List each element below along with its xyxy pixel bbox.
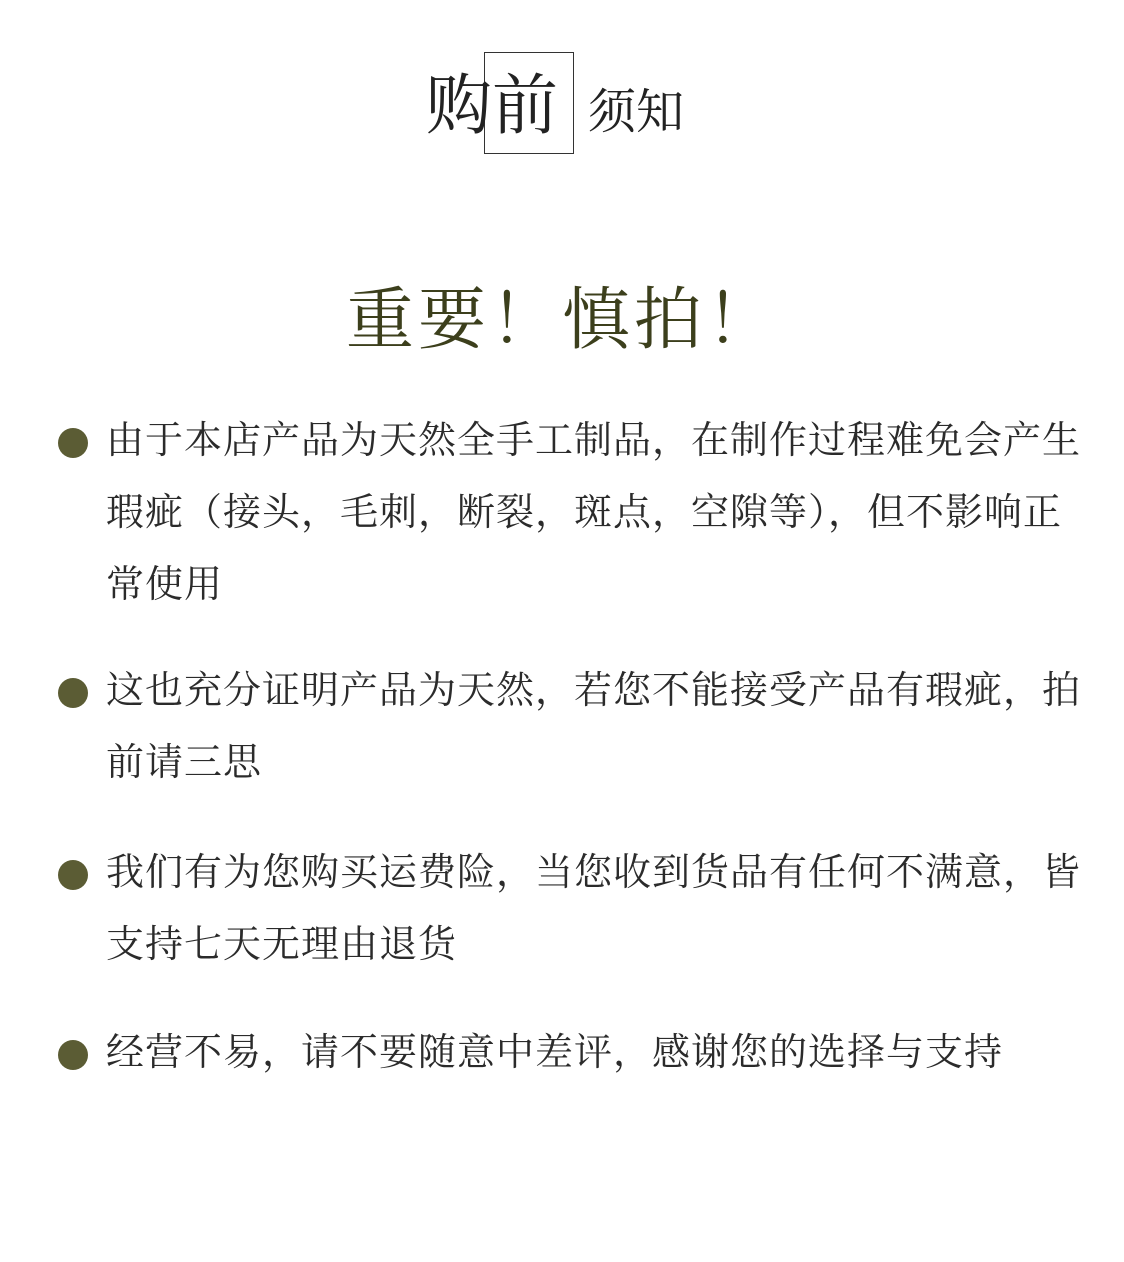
bullet-dot-icon xyxy=(58,428,88,458)
title-lead-char: 购 xyxy=(426,67,492,144)
page-title xyxy=(426,66,558,146)
notice-text: 由于本店产品为天然全手工制品，在制作过程难免会产生瑕疵（接头，毛刺，断裂，斑点，空隙等），但不影响正常使用 xyxy=(106,418,1082,606)
bullet-dot-icon xyxy=(58,678,88,708)
notice-text: 我们有为您购买运费险，当您收到货品有任何不满意，皆支持七天无理由退货 xyxy=(106,850,1082,966)
bullet-dot-icon xyxy=(58,860,88,890)
notice-text: 这也充分证明产品为天然，若您不能接受产品有瑕疵，拍前请三思 xyxy=(106,668,1082,784)
title-boxed-char: 前 xyxy=(492,67,558,144)
page-header xyxy=(426,52,706,158)
notice-text: 经营不易，请不要随意中差评，感谢您的选择与支持 xyxy=(106,1030,1004,1074)
warning-headline: 重要！慎拍！ xyxy=(345,281,778,360)
bullet-dot-icon xyxy=(58,1040,88,1070)
page-subtitle: 须知 xyxy=(588,84,685,140)
